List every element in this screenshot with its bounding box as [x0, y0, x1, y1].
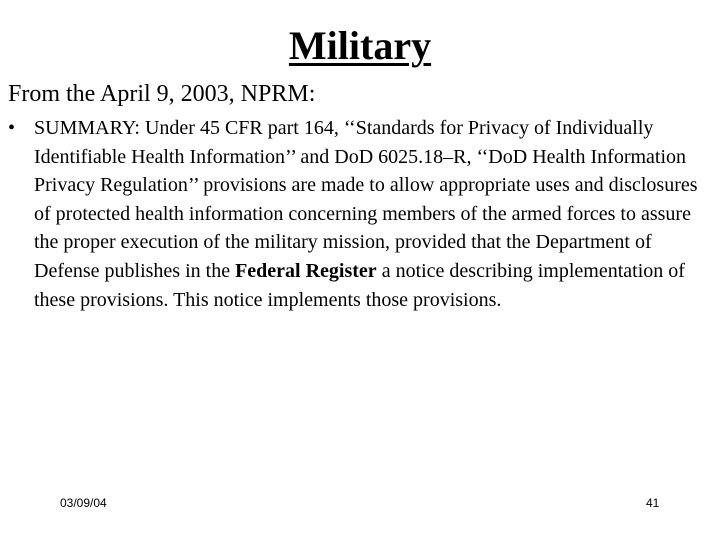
- bullet-text-after-bold: a notice describing implementation of these provisions. This notice implements those provisions.: [34, 259, 685, 311]
- bullet-item: [8, 114, 714, 314]
- bullet-dot-icon: •: [8, 117, 16, 139]
- footer-page-number: 41: [646, 496, 660, 510]
- bullet-bold-federal-register: Federal Register: [235, 259, 377, 282]
- slide-title: Military: [288, 23, 432, 68]
- footer-date: 03/09/04: [60, 496, 107, 510]
- bullet-text-before-bold: SUMMARY: Under 45 CFR part 164, ‘‘Standards for Privacy of Individually Identifiable Health Information’’ and DoD 6025.18–R, ‘‘DoD Health Information Privacy Regulation’’ provisions are made to allow appropriate uses and disclosures of protected health information concerning members of the armed forces to assure the proper execution of the military mission, provided that the Department of Defense publishes in the: [34, 117, 698, 282]
- bullet-text: [34, 114, 714, 314]
- slide-subtitle: From the April 9, 2003, NPRM:: [8, 81, 316, 107]
